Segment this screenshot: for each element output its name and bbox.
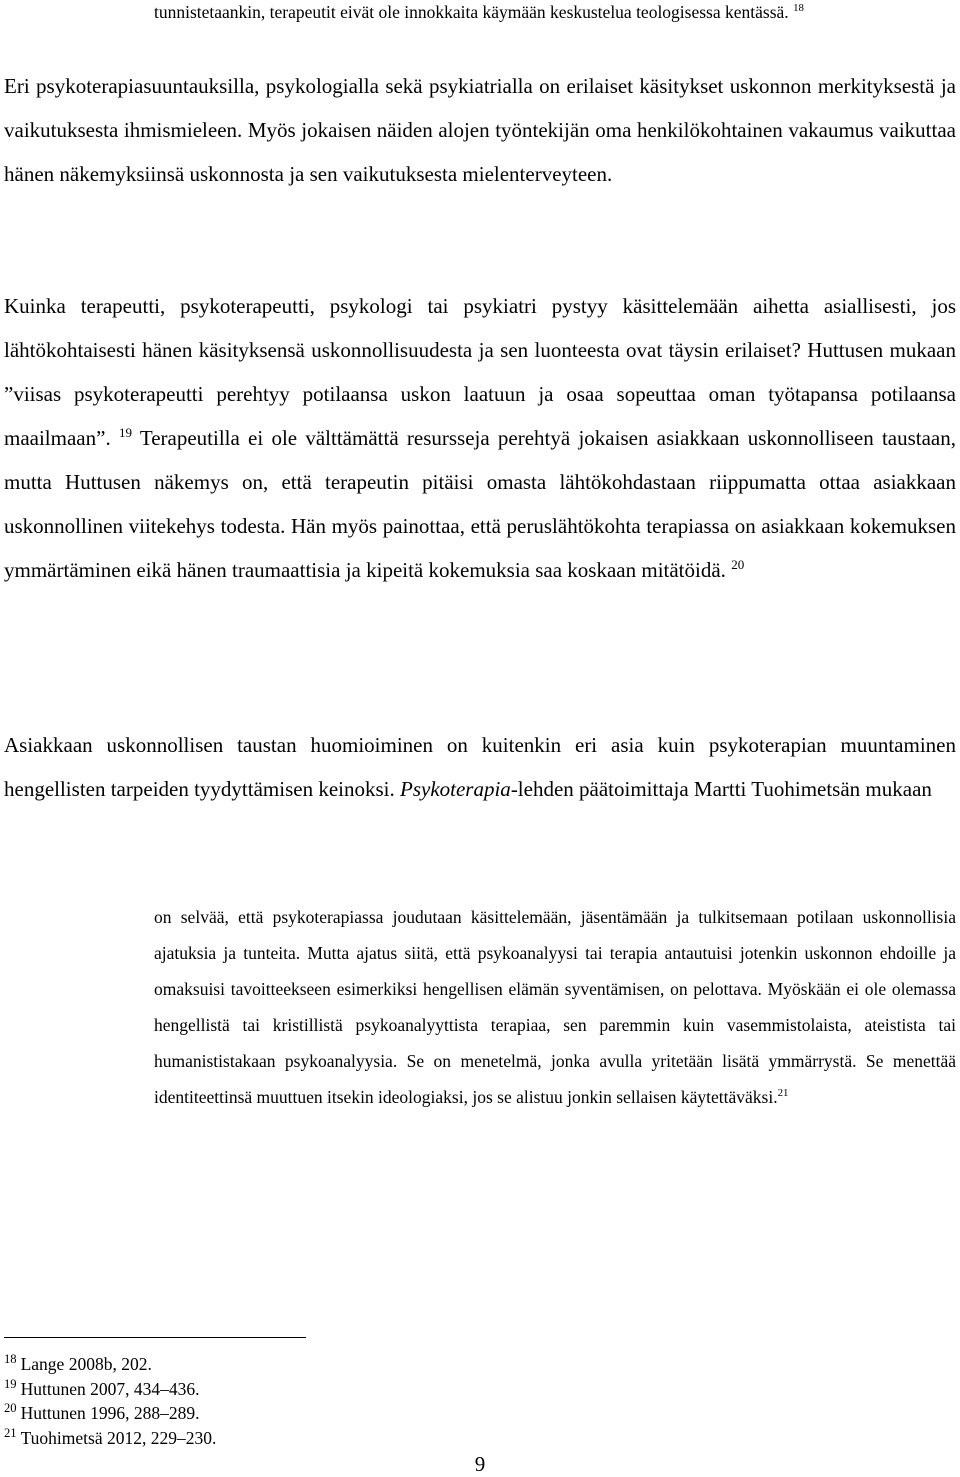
footnote-separator	[4, 1337, 306, 1338]
footnote-number: 18	[4, 1352, 17, 1367]
footnote-20	[4, 1401, 216, 1426]
footnote-text: Huttunen 1996, 288–289.	[20, 1403, 200, 1423]
page-number: 9	[474, 1452, 486, 1476]
footnote-number: 20	[4, 1401, 17, 1416]
paragraph-3	[4, 723, 956, 811]
paragraph-2-text-b: Terapeutilla ei ole välttämättä resursseja perehtyä jokaisen asiakkaan uskonnolliseen taustaan, mutta Huttusen näkemys on, että terapeutin pitäisi omasta lähtökohdastaan riippumatta ottaa asiakkaan uskonnollinen viitekehys todesta. Hän myös painottaa, että peruslähtökohta terapiassa on asiakkaan kokemuksen ymmärtäminen eikä hänen traumaattisia ja kipeitä kokemuksia saa koskaan mitätöidä.	[4, 426, 957, 582]
paragraph-3-text-b: -lehden päätoimittaja Martti Tuohimetsän mukaan	[510, 777, 932, 801]
journal-title: Psykoterapia	[400, 777, 511, 801]
footnote-ref-21[interactable]: 21	[777, 1087, 789, 1100]
footnote-text: Lange 2008b, 202.	[20, 1354, 152, 1374]
paragraph-1	[4, 64, 956, 196]
footnote-ref-18[interactable]: 18	[793, 2, 804, 15]
footnote-text: Tuohimetsä 2012, 229–230.	[20, 1427, 217, 1448]
footnote-ref-19[interactable]: 19	[118, 425, 132, 440]
block-quote	[154, 899, 956, 1115]
footnote-number: 21	[4, 1425, 17, 1440]
footnote-text: Huttunen 2007, 434–436.	[20, 1378, 200, 1399]
footnote-ref-20[interactable]: 20	[731, 557, 745, 572]
footnote-number: 19	[4, 1376, 17, 1391]
footnote-19	[4, 1377, 216, 1402]
footnote-18	[4, 1352, 216, 1377]
paragraph-2	[4, 284, 956, 592]
continued-line	[154, 0, 956, 24]
paragraph-1-text: Eri psykoterapiasuuntauksilla, psykologialla sekä psykiatrialla on erilaiset käsitykset uskonnon merkityksestä ja vaikutuksesta ihmismieleen. Myös jokaisen näiden alojen työntekijän oma henkilökohtainen vakaumus vaikuttaa hänen näkemyksiinsä uskonnosta ja sen vaikutuksesta mielenterveyteen.	[4, 74, 956, 186]
footnotes-list	[4, 1352, 216, 1450]
paragraph-3-text-a: Asiakkaan uskonnollisen taustan huomioiminen on kuitenkin eri asia kuin psykoterapian muuntaminen hengellisten tarpeiden tyydyttämisen keinoksi.	[4, 733, 956, 801]
paragraph-2-text-a: Kuinka terapeutti, psykoterapeutti, psykologi tai psykiatri pystyy käsittelemään aihetta asiallisesti, jos lähtökohtaisesti hänen käsityksensä uskonnollisuudesta ja sen luonteesta ovat täysin erilaiset? Huttusen mukaan ”viisas psykoterapeutti perehtyy potilaansa uskon laatuun ja osaa sopeuttaa oman työtapansa potilaansa maailmaan”.	[4, 294, 956, 450]
continued-line-text: tunnistetaankin, terapeutit eivät ole innokkaita käymään keskustelua teologisessa kentässä.	[154, 2, 789, 22]
footnote-21	[4, 1426, 216, 1451]
block-quote-text: on selvää, että psykoterapiassa joudutaan käsittelemään, jäsentämään ja tulkitsemaan potilaan uskonnollisia ajatuksia ja tunteita. Mutta ajatus siitä, että psykoanalyysi tai terapia antautuisi jotenkin uskonnon ehdoille ja omaksuisi tavoitteekseen esimerkiksi hengellisen elämän syventämisen, on pelottava. Myöskään ei ole olemassa hengellistä tai kristillistä psykoanalyyttista terapiaa, sen paremmin kuin vasemmistolaista, ateistista tai humanististakaan psykoanalyysia. Se on menetelmä, jonka avulla yritetään lisätä ymmärrystä. Se menettää identiteettinsä muuttuen itsekin ideologiaksi, jos se alistuu jonkin sellaisen käytettäväksi.	[154, 907, 956, 1107]
